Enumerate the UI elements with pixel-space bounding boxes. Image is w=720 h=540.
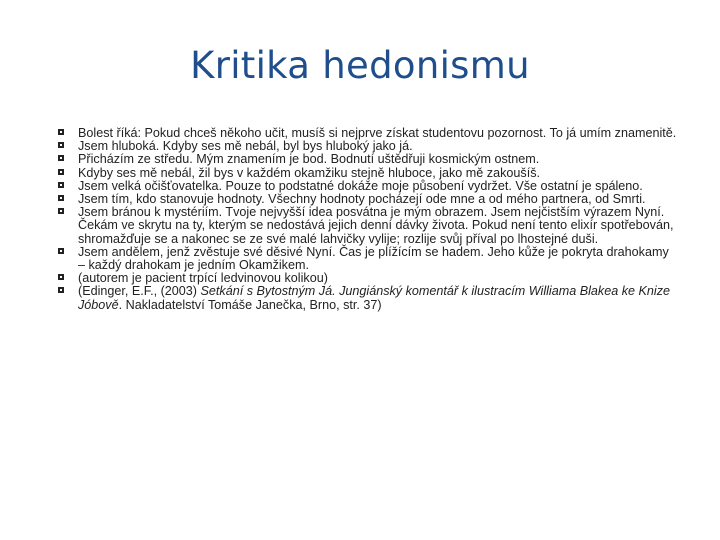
square-bullet-icon	[58, 248, 64, 254]
list-item	[58, 167, 678, 180]
square-bullet-icon	[58, 287, 64, 293]
list-item-text: Bolest říká: Pokud chceš někoho učit, musíš si nejprve získat studentovu pozornost. To já umím znamenitě.	[78, 126, 677, 140]
list-item-text: Přicházím ze středu. Mým znamením je bod. Bodnutí uštědřuji kosmickým ostnem.	[78, 152, 540, 167]
list-item-text: Jsem bránou k mystériím. Tvoje nejvyšší idea posvátna je mým obrazem. Jsem nejčistším výrazem Nyní. Čekám ve skrytu na ty, kterým se nedostává jejich denní dávky života. Pokud není tento elixír spotřebován, shromažďuje se a nakonec se ze své malé lahvičky vylije; rozlije svůj příval po lhostejné duši.	[78, 205, 674, 246]
list-item	[58, 246, 678, 272]
square-bullet-icon	[58, 208, 64, 214]
list-item-text: Jsem andělem, jenž zvěstuje své děsivé Nyní. Čas je plížícím se hadem. Jeho kůže je pokryta drahokamy – každý drahokam je jedním Okamžikem.	[78, 244, 669, 273]
list-item-text: Jsem tím, kdo stanovuje hodnoty. Všechny hodnoty pocházejí ode mne a od mého partnera, od Smrti.	[78, 192, 646, 207]
square-bullet-icon	[58, 274, 64, 280]
list-item-text: (autorem je pacient trpící ledvinovou kolikou)	[78, 271, 328, 286]
list-item-text: Jsem hluboká. Kdyby ses mě nebál, byl bys hluboký jako já.	[78, 139, 413, 154]
square-bullet-icon	[58, 129, 64, 135]
square-bullet-icon	[58, 169, 64, 175]
citation-suffix: . Nakladatelství Tomáše Janečka, Brno, str. 37)	[118, 297, 382, 312]
list-item-text: Jsem velká očišťovatelka. Pouze to podstatné dokáže moje působení vydržet. Vše ostatní je spáleno.	[78, 178, 643, 193]
square-bullet-icon	[58, 182, 64, 188]
square-bullet-icon	[58, 195, 64, 201]
citation-prefix: (Edinger, E.F., (2003)	[78, 284, 201, 299]
citation-item	[58, 285, 678, 311]
square-bullet-icon	[58, 142, 64, 148]
list-item-text: Kdyby ses mě nebál, žil bys v každém okamžiku stejně hluboce, jako mě zakoušíš.	[78, 165, 540, 180]
bullet-list	[58, 127, 678, 312]
list-item	[58, 153, 678, 166]
slide-title: Kritika hedonismu	[190, 44, 530, 87]
citation-book-title: Setkání s Bytostným Já. Jungiánský komentář k ilustracím Williama Blakea ke Knize Jóbově	[78, 284, 671, 312]
list-item	[58, 206, 678, 246]
citation-text	[78, 285, 678, 311]
square-bullet-icon	[58, 155, 64, 161]
